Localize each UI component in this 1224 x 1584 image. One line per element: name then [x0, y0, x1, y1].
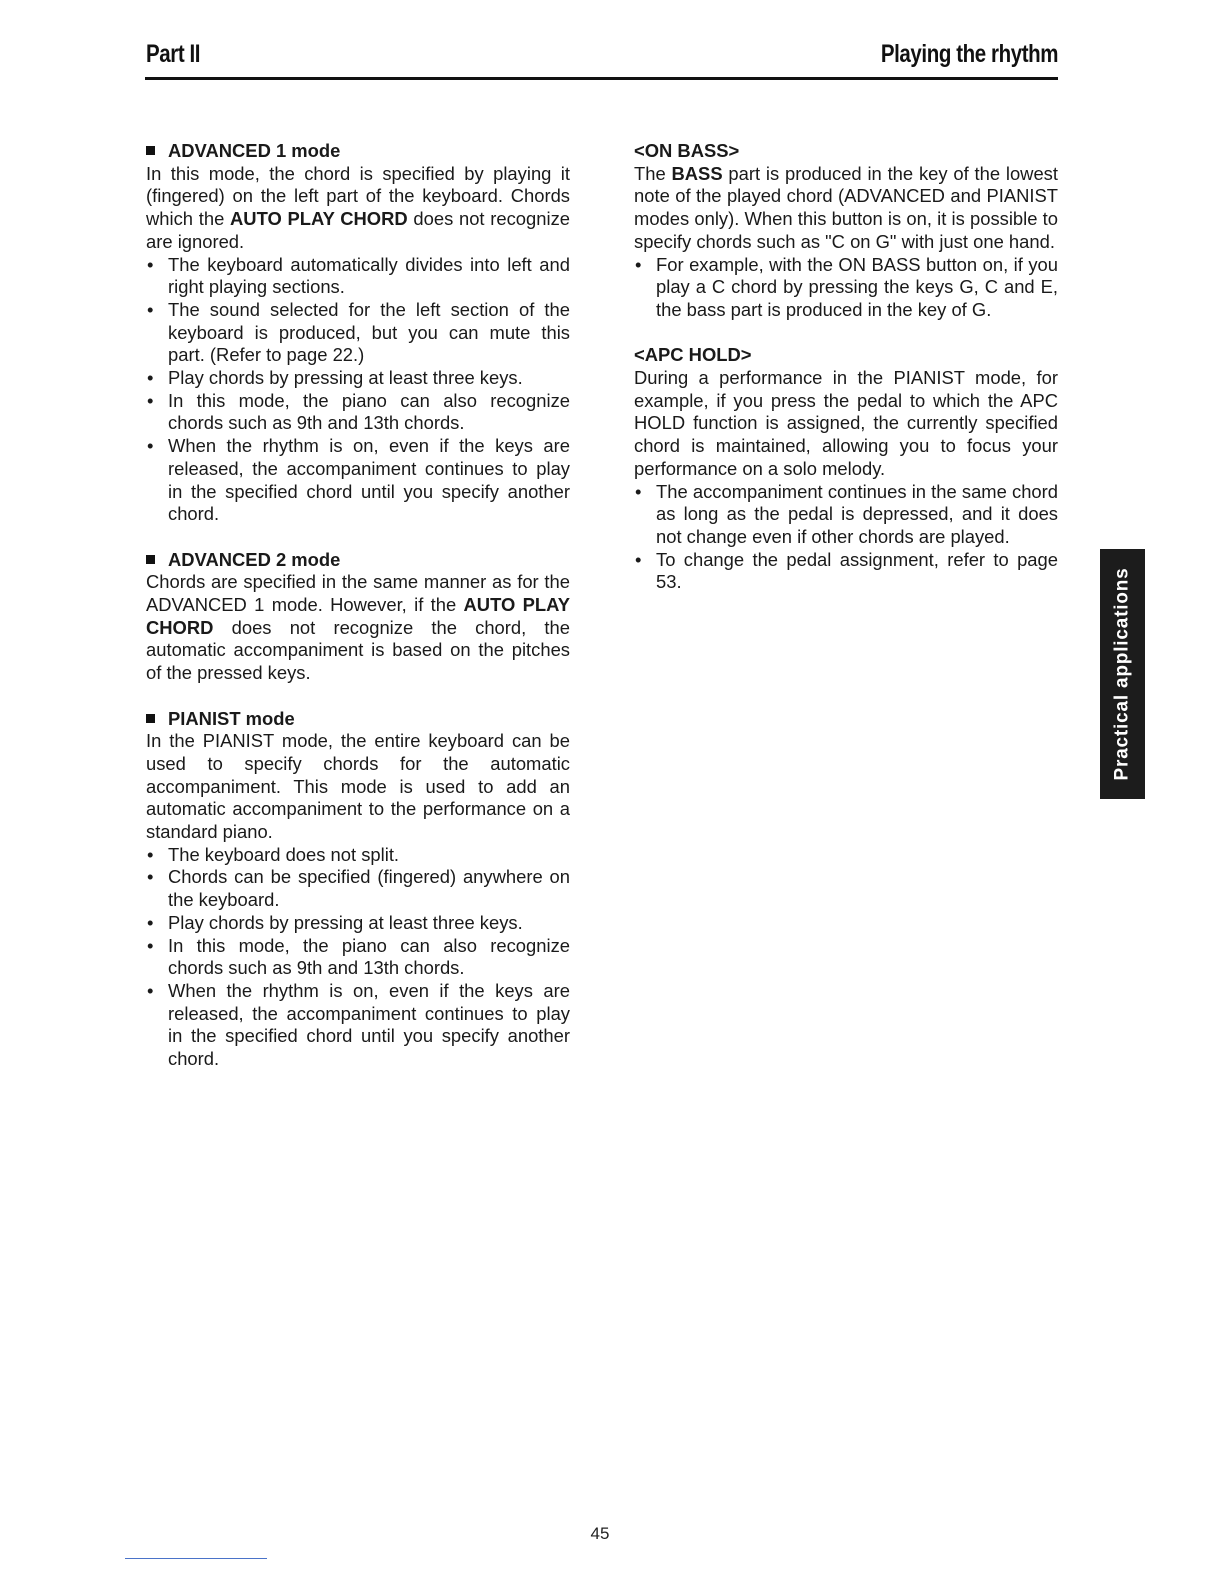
section-paragraph: In the PIANIST mode, the entire keyboard can be used to specify chords for the automatic accompaniment. This mode is used to add an automatic accompaniment to the performance on a standard piano. [146, 730, 570, 843]
square-bullet-icon [146, 714, 155, 723]
section-heading-text: ADVANCED 1 mode [168, 140, 341, 161]
list-item: • Chords can be specified (fingered) anywhere on the keyboard. [146, 866, 570, 911]
section-heading [146, 549, 570, 572]
side-tab-label: Practical applications [1111, 567, 1133, 781]
section-pianist [146, 708, 570, 1071]
section-heading: <APC HOLD> [634, 344, 752, 366]
section-heading: <ON BASS> [634, 140, 740, 161]
list-item: • The keyboard automatically divides into left and right playing sections. [146, 254, 570, 299]
right-column [634, 140, 1058, 617]
side-tab-practical-applications [1100, 549, 1145, 799]
list-item: • To change the pedal assignment, refer to page 53. [634, 549, 1058, 594]
section-paragraph: During a performance in the PIANIST mode, for example, if you press the pedal to which the APC HOLD function is assigned, the currently specified chord is maintained, allowing you to focus your performance on a solo melody. [634, 367, 1058, 479]
paragraph-text: Chords are specified in the same manner as for the ADVANCED 1 mode. However, if the [146, 571, 570, 616]
paragraph-text: The [634, 162, 672, 184]
list-item: • In this mode, the piano can also recognize chords such as 9th and 13th chords. [146, 935, 570, 980]
bullet-list [634, 481, 1058, 595]
section-paragraph [634, 163, 1058, 254]
list-item: • The keyboard does not split. [146, 844, 570, 867]
paragraph-bold-term: AUTO PLAY CHORD [230, 208, 408, 230]
section-heading-text: ADVANCED 2 mode [168, 548, 341, 570]
paragraph-text: In this mode, the chord is specified by playing it (fingered) on the left part of the keyboard. Chords which the [146, 162, 570, 230]
list-item: • When the rhythm is on, even if the keys are released, the accompaniment continues to play in the specified chord until you specify another chord. [146, 435, 570, 526]
paragraph-text: does not recognize the chord, the automatic accompaniment is based on the pitches of the pressed keys. [146, 616, 570, 684]
footer-rule [125, 1558, 267, 1559]
section-heading [146, 708, 570, 731]
list-item: • In this mode, the piano can also recognize chords such as 9th and 13th chords. [146, 390, 570, 435]
section-paragraph [146, 163, 570, 254]
bullet-list [146, 254, 570, 526]
page-number: 45 [590, 1524, 610, 1543]
left-column [146, 140, 570, 1093]
section-paragraph [146, 571, 570, 685]
list-item: • When the rhythm is on, even if the keys are released, the accompaniment continues to play in the specified chord until you specify another chord. [146, 980, 570, 1071]
paragraph-text: does not recognize are ignored. [146, 208, 570, 252]
paragraph-bold-term: BASS [671, 162, 723, 184]
bullet-list [634, 254, 1058, 322]
section-on-bass [634, 140, 1058, 322]
square-bullet-icon [146, 555, 155, 564]
header-part-label: Part II [146, 40, 201, 68]
header-chapter-title: Playing the rhythm [880, 40, 1058, 68]
paragraph-text: part is produced in the key of the lowest note of the played chord (ADVANCED and PIANIST modes only). When this button is on, it is possible to specify chords such as "C on G" with just one hand. [634, 162, 1058, 252]
section-advanced-1 [146, 140, 570, 526]
list-item: • The accompaniment continues in the same chord as long as the pedal is depressed, and it does not change even if other chords are played. [634, 481, 1058, 549]
section-apc-hold [634, 344, 1058, 594]
list-item: • The sound selected for the left section of the keyboard is produced, but you can mute this part. (Refer to page 22.) [146, 299, 570, 367]
square-bullet-icon [146, 146, 155, 155]
list-item: • Play chords by pressing at least three keys. [146, 367, 570, 390]
section-advanced-2 [146, 549, 570, 685]
list-item: • Play chords by pressing at least three keys. [146, 912, 570, 935]
bullet-list [146, 844, 570, 1071]
list-item: • For example, with the ON BASS button on, if you play a C chord by pressing the keys G, C and E, the bass part is produced in the key of G. [634, 254, 1058, 322]
paragraph-bold-term: AUTO PLAY CHORD [146, 594, 570, 638]
section-heading-text: PIANIST mode [168, 707, 295, 729]
header-rule [145, 77, 1058, 80]
section-heading [146, 140, 570, 163]
